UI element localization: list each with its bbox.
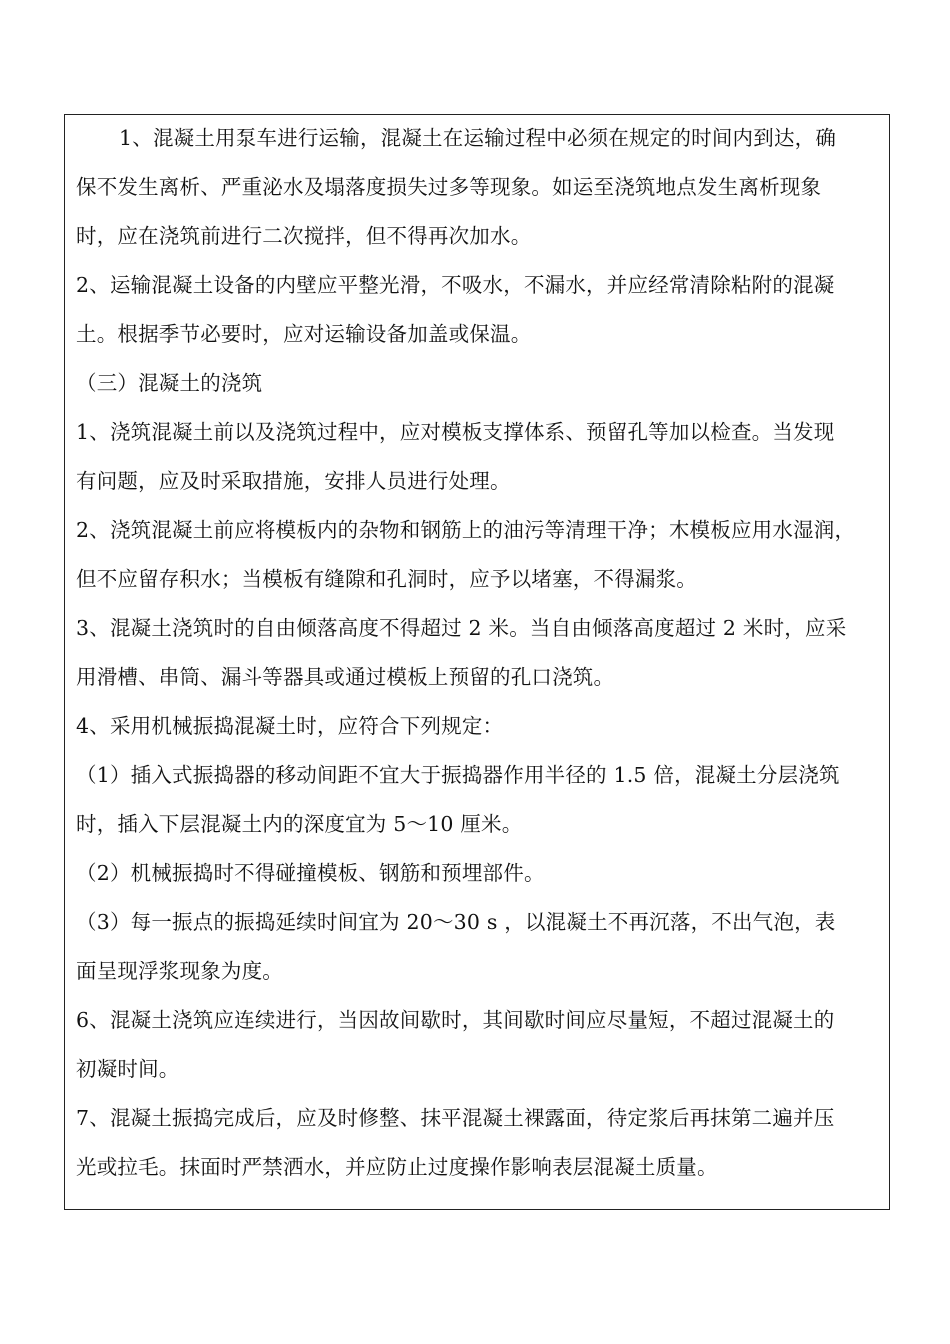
text-line: 2、浇筑混凝土前应将模板内的杂物和钢筋上的油污等清理干净；木模板应用水湿润， — [76, 518, 856, 542]
text-line: 7、混凝土振捣完成后，应及时修整、抹平混凝土裸露面，待定浆后再抹第二遍并压 — [76, 1106, 835, 1130]
text-line: 初凝时间。 — [76, 1057, 180, 1081]
text-line: （3）每一振点的振捣延续时间宜为 20～30 s ，以混凝土不再沉落，不出气泡，表 — [76, 910, 836, 934]
text-line: 2、运输混凝土设备的内壁应平整光滑，不吸水，不漏水，并应经常清除粘附的混凝 — [76, 273, 835, 297]
text-line: 有问题，应及时采取措施，安排人员进行处理。 — [76, 469, 511, 493]
text-line: 6、混凝土浇筑应连续进行，当因故间歇时，其间歇时间应尽量短，不超过混凝土的 — [76, 1008, 835, 1032]
section-heading: （三）混凝土的浇筑 — [76, 371, 263, 395]
text-line: 保不发生离析、严重泌水及塌落度损失过多等现象。如运至浇筑地点发生离析现象 — [76, 175, 822, 199]
text-line: 1、浇筑混凝土前以及浇筑过程中，应对模板支撑体系、预留孔等加以检查。当发现 — [76, 420, 835, 444]
text-line: 光或拉毛。抹面时严禁洒水，并应防止过度操作影响表层混凝土质量。 — [76, 1155, 718, 1179]
text-line: 面呈现浮浆现象为度。 — [76, 959, 283, 983]
text-line: 时，应在浇筑前进行二次搅拌，但不得再次加水。 — [76, 224, 532, 248]
text-line: 土。根据季节必要时，应对运输设备加盖或保温。 — [76, 322, 532, 346]
text-line: （1）插入式振捣器的移动间距不宜大于振捣器作用半径的 1.5 倍，混凝土分层浇筑 — [76, 763, 840, 787]
text-line: 4、采用机械振捣混凝土时，应符合下列规定： — [76, 714, 504, 738]
text-line: 时，插入下层混凝土内的深度宜为 5～10 厘米。 — [76, 812, 523, 836]
text-line: （2）机械振捣时不得碰撞模板、钢筋和预埋部件。 — [76, 861, 545, 885]
text-line: 用滑槽、串筒、漏斗等器具或通过模板上预留的孔口浇筑。 — [76, 665, 615, 689]
text-line: 1、混凝土用泵车进行运输，混凝土在运输过程中必须在规定的时间内到达，确 — [119, 126, 837, 150]
text-line: 3、混凝土浇筑时的自由倾落高度不得超过 2 米。当自由倾落高度超过 2 米时，应采 — [76, 616, 847, 640]
text-line: 但不应留存积水；当模板有缝隙和孔洞时，应予以堵塞，不得漏浆。 — [76, 567, 697, 591]
